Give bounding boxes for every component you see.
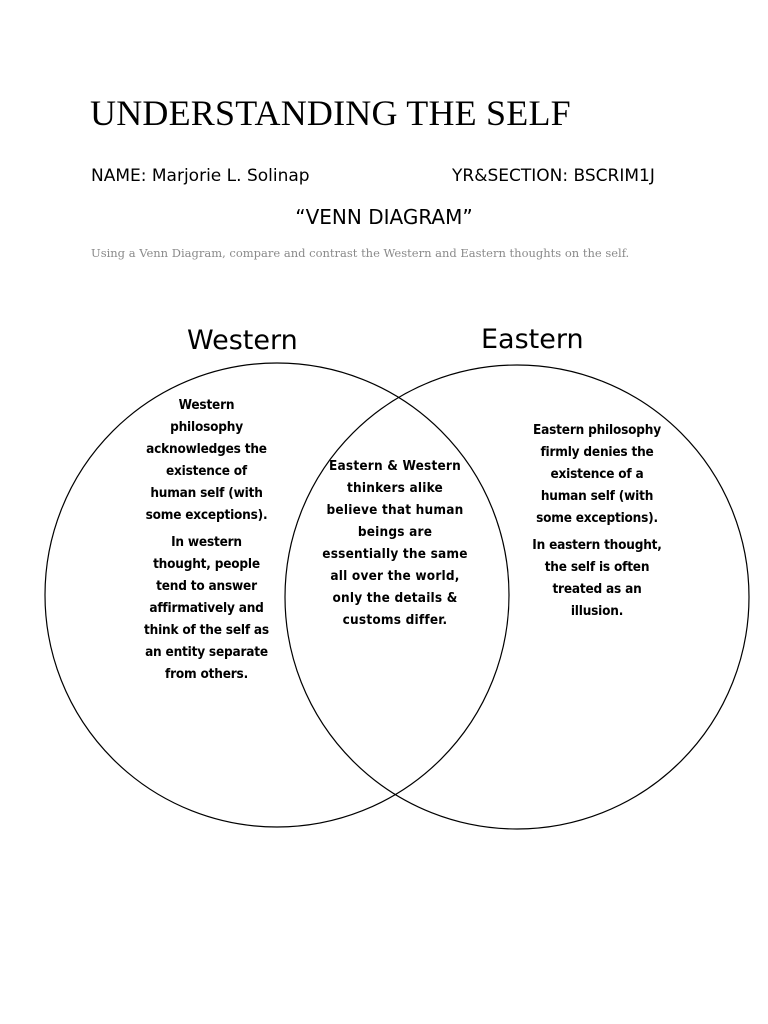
year-section: YR&SECTION: BSCRIM1J <box>452 166 655 186</box>
shared-text: Eastern & Western thinkers alike believe that human beings are essentially the same all over the world, only the details & customs differ. <box>322 458 468 628</box>
eastern-label: Eastern <box>481 324 584 355</box>
page-title: UNDERSTANDING THE SELF <box>90 93 571 133</box>
student-name: NAME: Marjorie L. Solinap <box>91 166 310 186</box>
diagram-heading: “VENN DIAGRAM” <box>295 205 473 229</box>
western-text-1: Western philosophy acknowledges the existence of human self (with some exceptions). <box>145 397 268 523</box>
instructions-text: Using a Venn Diagram, compare and contrast the Western and Eastern thoughts on the self. <box>91 246 630 260</box>
eastern-text-2: In eastern thought, the self is often treated as an illusion. <box>532 537 662 619</box>
overlap-region <box>320 455 470 636</box>
eastern-only-region <box>526 419 668 627</box>
western-text-2: In western thought, people tend to answer affirmatively and think of the self as an entity separate from others. <box>144 534 269 682</box>
western-only-region <box>143 394 270 690</box>
eastern-text-1: Eastern philosophy firmly denies the existence of a human self (with some exceptions). <box>533 422 661 526</box>
western-label: Western <box>187 325 298 356</box>
